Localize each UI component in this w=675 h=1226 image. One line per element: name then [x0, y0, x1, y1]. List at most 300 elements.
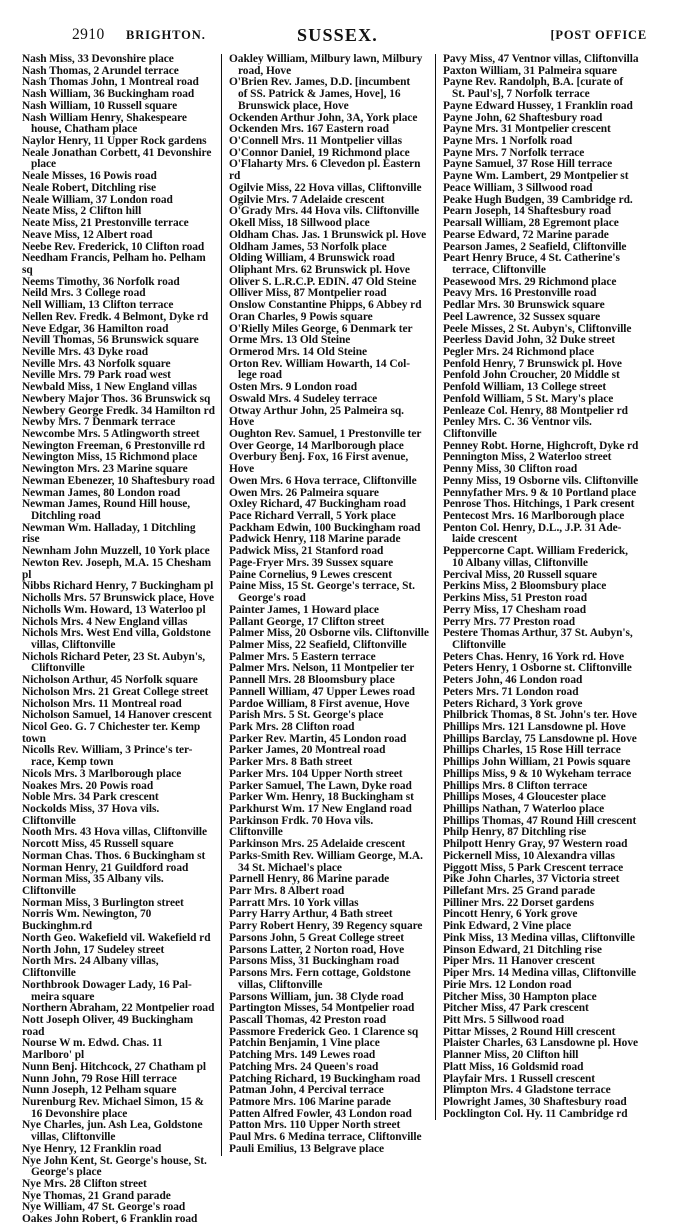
entry-line: Nichols Mrs. 4 New England villas — [22, 615, 188, 628]
entry-continuation: race, Kemp town — [31, 756, 114, 769]
entry-line: Pitt Mrs. 5 Sillwood road — [443, 1013, 564, 1026]
directory-entry — [229, 640, 429, 652]
entry-line: Planner Miss, 20 Clifton hill — [443, 1049, 579, 1062]
entry-line: Nunn John, 79 Rose Hill terrace — [22, 1072, 177, 1085]
entry-line: Nicholson Arthur, 45 Norfolk square — [22, 674, 198, 687]
entry-line: Newnham John Muzzell, 10 York place — [22, 545, 210, 558]
directory-entry — [443, 1062, 643, 1074]
entry-line: Nourse W m. Edwd. Chas. 11 Marlboro' pl — [22, 1037, 163, 1062]
entry-line: Patten Alfred Fowler, 43 London road — [229, 1107, 412, 1120]
entry-line: Payne Mrs. 1 Norfolk road — [443, 135, 573, 148]
entry-line: Pike John Charles, 37 Victoria street — [443, 873, 620, 886]
entry-line: Over George, 14 Marlborough place — [229, 439, 404, 452]
entry-line: Phillips Mrs. 121 Lansdowne pl. Hove — [443, 720, 626, 733]
column-middle — [221, 54, 429, 1156]
entry-line: Naylor Henry, 11 Upper Rock gardens — [22, 135, 207, 148]
directory-entry — [229, 722, 429, 734]
entry-line: Parker Mrs. 104 Upper North street — [229, 767, 403, 780]
entry-line: Pedlar Mrs. 30 Brunswick square — [443, 299, 605, 312]
entry-line: Nurenburg Rev. Michael Simon, 15 & — [22, 1095, 204, 1108]
entry-line: Perkins Miss, 51 Preston road — [443, 592, 587, 605]
entry-line: Payne Wm. Lambert, 29 Montpelier st — [443, 170, 629, 183]
entry-line: Norcott Miss, 45 Russell square — [22, 838, 174, 851]
directory-entry — [443, 77, 643, 100]
entry-line: Parnell Henry, 86 Marine parade — [229, 873, 390, 886]
entry-line: Patchin Benjamin, 1 Vine place — [229, 1037, 380, 1050]
directory-entry — [229, 605, 429, 617]
directory-entry — [229, 886, 429, 898]
entry-line: Pallant George, 17 Clifton street — [229, 615, 385, 628]
entry-line: Paul Mrs. 6 Medina terrace, Cliftonville — [229, 1131, 422, 1144]
entry-line: Newbery Major Thos. 36 Brunswick sq — [22, 392, 211, 405]
entry-line: Plimpton Mrs. 4 Gladstone terrace — [443, 1084, 611, 1097]
entry-line: Patching Mrs. 24 Queen's road — [229, 1060, 379, 1073]
entry-line: Patching Richard, 19 Buckingham road — [229, 1072, 421, 1085]
directory-entry — [22, 113, 215, 136]
entry-line: Owen Mrs. 26 Palmeira square — [229, 486, 379, 499]
directory-entry — [22, 1179, 215, 1191]
entry-line: Pennington Miss, 2 Waterloo street — [443, 451, 612, 464]
entry-line: Pitcher Miss, 47 Park crescent — [443, 1002, 589, 1015]
entry-line: Phillips Miss, 9 & 10 Wykeham terrace — [443, 767, 632, 780]
column-right — [435, 54, 643, 1120]
entry-line: Oughton Rev. Samuel, 1 Prestonville ter — [229, 428, 422, 440]
entry-line: Plaister Charles, 63 Lansdowne pl. Hove — [443, 1037, 638, 1050]
entry-line: Palmer Mrs. Nelson, 11 Montpelier ter — [229, 662, 415, 675]
entry-line: Oakes John Robert, 6 Franklin road — [22, 1213, 198, 1226]
entry-continuation: laide crescent — [452, 533, 518, 546]
entry-line: Onslow Constantine Phipps, 6 Abbey rd — [229, 299, 422, 312]
entry-line: Pearn Joseph, 14 Shaftesbury road — [443, 205, 612, 218]
entry-line: Pannell William, 47 Upper Lewes road — [229, 685, 415, 698]
entry-line: Neville Mrs. 43 Dyke road — [22, 345, 149, 358]
entry-line: Phillips Nathan, 7 Waterloo place — [443, 803, 605, 815]
entry-line: Payne Edward Hussey, 1 Franklin road — [443, 99, 633, 112]
directory-entry — [443, 1074, 643, 1086]
running-head-county: SUSSEX. — [297, 25, 378, 45]
entry-line: Penley Mrs. C. 36 Ventnor vils. Cliftonville — [443, 416, 592, 440]
directory-entry — [229, 359, 429, 382]
entry-line: O'Grady Mrs. 44 Hova vils. Cliftonville — [229, 205, 420, 218]
entry-line: Nunn Joseph, 12 Pelham square — [22, 1084, 177, 1097]
entry-line: Payne Mrs. 7 Norfolk terrace — [443, 146, 585, 159]
entry-line: Penfold William, 13 College street — [443, 381, 607, 394]
entry-line: Nash Miss, 33 Devonshire place — [22, 53, 174, 65]
directory-entry — [229, 1062, 429, 1074]
entry-continuation: villas, Cliftonville — [238, 978, 323, 991]
entry-continuation: George's place — [31, 1166, 102, 1179]
entry-line: Newman James, Round Hill house, — [22, 498, 191, 511]
directory-entry — [443, 1109, 643, 1121]
directory-entry — [443, 980, 643, 992]
directory-entry — [443, 722, 643, 734]
entry-line: O'Connell Mrs. 11 Montpelier villas — [229, 135, 403, 148]
directory-entry — [443, 605, 643, 617]
entry-line: Payne Rev. Randolph, B.A. [curate of — [443, 76, 624, 89]
directory-entry — [443, 183, 643, 195]
entry-line: Northern Abraham, 22 Montpelier road — [22, 1002, 215, 1015]
entry-line: Penfold William, 5 St. Mary's place — [443, 392, 614, 405]
directory-entry — [22, 136, 215, 148]
directory-entry — [22, 980, 215, 1003]
directory-entry — [443, 851, 643, 863]
entry-line: Ormerod Mrs. 14 Old Steine — [229, 345, 368, 358]
directory-entry — [229, 183, 429, 195]
entry-line: Osten Mrs. 9 London road — [229, 381, 358, 394]
entry-line: Pascall Thomas, 42 Preston road — [229, 1013, 386, 1026]
entry-line: Norman Miss, 3 Burlington street — [22, 896, 184, 909]
directory-entry — [229, 476, 429, 488]
entry-line: Nash Thomas, 2 Arundel terrace — [22, 64, 179, 77]
directory-entry — [443, 253, 643, 276]
entry-line: Paine Cornelius, 9 Lewes crescent — [229, 568, 392, 581]
entry-line: Pearse Edward, 72 Marine parade — [443, 228, 609, 241]
entry-line: Philp Henry, 87 Ditchling rise — [443, 826, 587, 839]
entry-line: Neate Miss, 2 Clifton hill — [22, 205, 142, 218]
entry-line: Nunn Benj. Hitchcock, 27 Chatham pl — [22, 1060, 207, 1073]
entry-line: Pink Edward, 2 Vine place — [443, 920, 572, 933]
entry-line: Oldham James, 53 Norfolk place — [229, 240, 387, 253]
entry-line: Pegler Mrs. 24 Richmond place — [443, 345, 595, 358]
running-head — [22, 26, 653, 48]
directory-entry — [229, 77, 429, 112]
entry-line: Phillips Charles, 15 Rose Hill terrace — [443, 744, 621, 757]
directory-entry — [229, 1109, 429, 1121]
entry-line: Peele Misses, 2 St. Aubyn's, Cliftonville — [443, 322, 632, 335]
entry-continuation: meira square — [31, 990, 95, 1003]
entry-line: Norman Miss, 35 Albany vils. Cliftonville — [22, 873, 164, 898]
entry-line: Peasewood Mrs. 29 Richmond place — [443, 275, 617, 288]
entry-line: Phillips John William, 21 Powis square — [443, 756, 631, 769]
entry-line: Peppercorne Capt. William Frederick, — [443, 545, 628, 558]
entry-line: Oldham Chas. Jas. 1 Brunswick pl. Hove — [229, 228, 427, 241]
entry-line: Penfold Henry, 7 Brunswick pl. Hove — [443, 357, 622, 370]
entry-line: Nye John Kent, St. George's house, St. — [22, 1154, 207, 1167]
entry-continuation: of SS. Patrick & James, Hove], 16 — [238, 88, 401, 101]
entry-line: Oliver S. L.R.C.P. EDIN. 47 Old Steine — [229, 275, 417, 288]
entry-line: Nye Thomas, 21 Grand parade — [22, 1189, 171, 1202]
entry-line: Pannell Mrs. 28 Bloomsbury place — [229, 674, 395, 687]
directory-entry — [229, 1097, 429, 1109]
entry-line: Payne Mrs. 31 Montpelier crescent — [443, 123, 611, 136]
entry-line: Penny Miss, 19 Osborne vils. Cliftonville — [443, 474, 639, 487]
entry-line: Peavy Mrs. 16 Prestonville road — [443, 287, 597, 300]
entry-line: Newington Miss, 15 Richmond place — [22, 451, 198, 464]
entry-line: Peters Chas. Henry, 16 York rd. Hove — [443, 650, 624, 663]
entry-line: Piper Mrs. 14 Medina villas, Cliftonville — [443, 967, 636, 980]
directory-entry — [229, 1120, 429, 1132]
entry-line: Nichols Mrs. West End villa, Goldstone — [22, 627, 211, 640]
entry-line: O'Flaharty Mrs. 6 Clevedon pl. Eastern rd — [229, 158, 421, 183]
entry-line: Palmer Miss, 22 Seafield, Cliftonville — [229, 638, 407, 651]
directory-entry — [229, 159, 429, 182]
directory-entry — [22, 429, 215, 441]
entry-continuation: Brunswick place, Hove — [238, 99, 349, 112]
entry-line: Nye Mrs. 28 Clifton street — [22, 1178, 147, 1190]
entry-line: Nicholson Samuel, 14 Hanover crescent — [22, 709, 212, 722]
directory-entry — [229, 558, 429, 570]
entry-line: Nockolds Miss, 37 Hova vils. Cliftonville — [22, 803, 160, 827]
entry-line: Park Mrs. 28 Clifton road — [229, 720, 355, 733]
entry-line: Palmer Miss, 20 Osborne vils. Cliftonville — [229, 627, 429, 640]
entry-line: Overbury Benj. Fox, 16 First avenue, Hove — [229, 451, 409, 476]
entry-line: Plowright James, 30 Shaftesbury road — [443, 1095, 627, 1108]
entry-line: Newington Mrs. 23 Marine square — [22, 463, 188, 476]
entry-line: Olding William, 4 Brunswick road — [229, 252, 395, 265]
entry-line: Patton Mrs. 110 Upper North street — [229, 1119, 401, 1132]
entry-continuation: George's road — [238, 592, 306, 605]
entry-line: Owen Mrs. 6 Hova terrace, Cliftonville — [229, 474, 417, 487]
entry-line: Paxton William, 31 Palmeira square — [443, 64, 617, 77]
entry-line: Oakley William, Milbury lawn, Milbury — [229, 53, 423, 65]
directory-entry — [443, 804, 643, 816]
directory-entry — [443, 1097, 643, 1109]
entry-line: Patman John, 4 Percival terrace — [229, 1084, 384, 1097]
directory-entry — [229, 406, 429, 429]
entry-line: Nicol Geo. G. 7 Chichester ter. Kemp town — [22, 720, 201, 745]
directory-entry — [443, 1015, 643, 1027]
directory-entry — [229, 816, 429, 839]
entry-line: Neve Edgar, 36 Hamilton road — [22, 322, 169, 335]
entry-line: Newby Mrs. 7 Denmark terrace — [22, 416, 176, 429]
directory-entry — [22, 909, 215, 932]
entry-line: Nell William, 13 Clifton terrace — [22, 299, 174, 312]
entry-line: Oswald Mrs. 4 Sudeley terrace — [229, 392, 378, 405]
entry-line: North John, 17 Sudeley street — [22, 943, 165, 956]
directory-entry — [22, 1120, 215, 1143]
entry-line: Nash William Henry, Shakespeare — [22, 111, 187, 124]
directory-entry — [229, 452, 429, 475]
entry-line: Peerless David John, 32 Duke street — [443, 334, 616, 347]
entry-line: Pentecost Mrs. 16 Marlborough place — [443, 510, 625, 523]
entry-line: Nicols Mrs. 3 Marlborough place — [22, 767, 182, 780]
entry-line: Penny Miss, 30 Clifton road — [443, 463, 578, 476]
directory-entry — [22, 722, 215, 745]
entry-line: Norman Henry, 21 Guildford road — [22, 861, 189, 874]
directory-entry — [22, 476, 215, 488]
entry-line: Penton Col. Henry, D.L., J.P. 31 Ade- — [443, 521, 622, 534]
entry-line: Payne John, 62 Shaftesbury road — [443, 111, 603, 124]
entry-line: Pestere Thomas Arthur, 37 St. Aubyn's, — [443, 627, 633, 640]
entry-line: Parsons John, 5 Great College street — [229, 931, 404, 944]
directory-entry — [22, 148, 215, 171]
entry-line: Newcombe Mrs. 5 Atlingworth street — [22, 428, 200, 440]
entry-line: Nicholson Mrs. 21 Great College street — [22, 685, 209, 698]
running-head-place: BRIGHTON. — [126, 28, 206, 42]
entry-continuation: villas, Cliftonville — [31, 638, 116, 651]
entry-line: Pickernell Miss, 10 Alexandra villas — [443, 849, 615, 862]
entry-line: Nicholson Mrs. 11 Montreal road — [22, 697, 182, 710]
directory-entry — [229, 851, 429, 874]
entry-line: Percival Miss, 20 Russell square — [443, 568, 597, 581]
entry-line: Phillips Barclay, 75 Lansdowne pl. Hove — [443, 732, 637, 745]
entry-line: Patching Mrs. 149 Lewes road — [229, 1049, 376, 1062]
entry-continuation: place — [31, 158, 57, 171]
entry-line: Pitcher Miss, 30 Hampton place — [443, 990, 597, 1003]
entry-line: Neems Timothy, 36 Norfolk road — [22, 275, 180, 288]
directory-entry — [22, 605, 215, 617]
directory-entry — [443, 1085, 643, 1097]
directory-entry — [229, 1027, 429, 1039]
directory-entry — [22, 1015, 215, 1038]
entry-line: Nibbs Richard Henry, 7 Buckingham pl — [22, 580, 214, 593]
entry-line: Piper Mrs. 11 Hanover crescent — [443, 955, 595, 968]
entry-line: Perry Mrs. 77 Preston road — [443, 615, 576, 628]
directory-entry — [22, 499, 215, 522]
entry-line: Noble Mrs. 34 Park crescent — [22, 791, 159, 804]
directory-entry — [22, 745, 215, 768]
entry-line: Needham Francis, Pelham ho. Pelham sq — [22, 252, 206, 276]
entry-line: Pauli Emilius, 13 Belgrave place — [229, 1142, 385, 1155]
directory-entry — [22, 230, 215, 242]
running-head-section: [POST OFFICE — [550, 28, 647, 42]
entry-line: Oxley Richard, 47 Buckingham road — [229, 498, 406, 511]
entry-line: Pearson James, 2 Seafield, Cliftonville — [443, 240, 627, 253]
entry-line: Palmer Mrs. 5 Eastern terrace — [229, 650, 376, 663]
directory-entry — [22, 628, 215, 651]
directory-entry — [229, 230, 429, 242]
entry-line: Pilliner Mrs. 22 Dorset gardens — [443, 896, 595, 909]
entry-line: Orme Mrs. 13 Old Steine — [229, 334, 351, 347]
entry-line: Oliphant Mrs. 62 Brunswick pl. Hove — [229, 263, 410, 276]
entry-line: Nye Charles, jun. Ash Lea, Goldstone — [22, 1119, 203, 1132]
entry-line: Nellen Rev. Fredk. 4 Belmont, Dyke rd — [22, 310, 209, 323]
entry-line: Penney Robt. Horne, Highcroft, Dyke rd — [443, 439, 639, 452]
entry-line: Padwick Miss, 21 Stanford road — [229, 545, 384, 558]
directory-entry — [443, 312, 643, 324]
entry-continuation: 10 Albany villas, Cliftonville — [452, 556, 588, 569]
directory-entry — [229, 1074, 429, 1086]
entry-line: Peters Henry, 1 Osborne st. Cliftonville — [443, 662, 632, 675]
entry-line: Page-Fryer Mrs. 39 Sussex square — [229, 556, 394, 569]
entry-line: Pavy Miss, 47 Ventnor villas, Cliftonvilla — [443, 53, 639, 65]
entry-line: Parsons Miss, 31 Buckingham road — [229, 955, 400, 968]
entry-line: Nevill Thomas, 56 Brunswick square — [22, 334, 199, 347]
entry-line: Pincott Henry, 6 York grove — [443, 908, 578, 921]
entry-line: Nash William, 36 Buckingham road — [22, 88, 195, 101]
entry-line: Ockenden Arthur John, 3A, York place — [229, 111, 418, 124]
entry-line: Nye William, 47 St. George's road — [22, 1201, 186, 1214]
directory-entry — [443, 230, 643, 242]
directory-entry — [443, 546, 643, 569]
directory-entry — [229, 265, 429, 277]
directory-entry — [443, 1038, 643, 1050]
directory-entry — [22, 183, 215, 195]
entry-line: Neave Miss, 12 Albert road — [22, 228, 153, 241]
directory-entry — [22, 956, 215, 979]
entry-line: Newman Ebenezer, 10 Shaftesbury road — [22, 474, 215, 487]
entry-line: Parry Robert Henry, 39 Regency square — [229, 920, 423, 933]
entry-line: Parry Harry Arthur, 4 Bath street — [229, 908, 393, 921]
entry-line: Nicholls Wm. Howard, 13 Waterloo pl — [22, 603, 206, 616]
directory-entry — [22, 253, 215, 276]
entry-line: Parsons Latter, 2 Norton road, Hove — [229, 943, 405, 956]
directory-entry — [22, 54, 215, 66]
entry-line: Parker Wm. Henry, 18 Buckingham st — [229, 791, 414, 804]
entry-line: Parsons Mrs. Fern cottage, Goldstone — [229, 967, 411, 980]
entry-line: Nicolls Rev. William, 3 Prince's ter- — [22, 744, 193, 757]
directory-entry — [229, 347, 429, 359]
entry-line: Peters Richard, 3 York grove — [443, 697, 583, 710]
directory-entry — [22, 851, 215, 863]
directory-entry — [22, 523, 215, 546]
directory-entry — [229, 769, 429, 781]
entry-line: Norman Chas. Thos. 6 Buckingham st — [22, 849, 206, 862]
entry-line: Neale Jonathan Corbett, 41 Devonshire — [22, 146, 212, 159]
directory-entry — [229, 429, 429, 441]
entry-line: Newman Wm. Halladay, 1 Ditchling rise — [22, 521, 196, 546]
directory-entry — [443, 511, 643, 523]
entry-line: Penleaze Col. Henry, 88 Montpelier rd — [443, 404, 628, 417]
entry-line: Nott Joseph Oliver, 49 Buckingham road — [22, 1013, 194, 1038]
entry-line: Pillefant Mrs. 25 Grand parade — [443, 885, 595, 898]
entry-line: Payne Samuel, 37 Rose Hill terrace — [443, 158, 613, 171]
entry-line: Norris Wm. Newington, 70 Buckinghm.rd — [22, 908, 152, 933]
directory-entry — [443, 769, 643, 781]
directory-entry — [443, 933, 643, 945]
directory-entry — [22, 1074, 215, 1086]
directory-entry — [22, 1062, 215, 1074]
entry-line: Ogilvie Miss, 22 Hova villas, Cliftonville — [229, 181, 422, 194]
entry-line: Parr Mrs. 8 Albert road — [229, 885, 345, 898]
entry-line: Noakes Mrs. 20 Powis road — [22, 779, 154, 792]
entry-continuation: 34 St. Michael's place — [238, 861, 342, 874]
entry-line: Playfair Mrs. 1 Russell crescent — [443, 1072, 596, 1085]
directory-entry — [229, 1144, 429, 1156]
directory-entry — [443, 101, 643, 113]
entry-line: Pennyfather Mrs. 9 & 10 Portland place — [443, 486, 637, 499]
entry-continuation: Cliftonville — [31, 662, 85, 675]
directory-entry — [22, 1097, 215, 1120]
entry-line: Packham Edwin, 100 Buckingham road — [229, 521, 421, 534]
directory-entry — [443, 1050, 643, 1062]
entry-line: Penfold John Croucher, 20 Middle st — [443, 369, 620, 382]
directory-entry — [229, 312, 429, 324]
directory-entry — [229, 1085, 429, 1097]
entry-line: Passmore Frederick Geo. 1 Clarence sq — [229, 1025, 419, 1038]
directory-entry — [22, 558, 215, 581]
entry-line: Philbrick Thomas, 8 St. John's ter. Hove — [443, 709, 637, 722]
directory-entry — [229, 1050, 429, 1062]
entry-line: Northbrook Dowager Lady, 16 Pal- — [22, 978, 192, 991]
directory-entry — [229, 54, 429, 77]
entry-continuation: Cliftonville — [452, 638, 506, 651]
directory-entry — [229, 394, 429, 406]
directory-entry — [22, 687, 215, 699]
directory-entry — [22, 652, 215, 675]
entry-line: Platt Miss, 16 Goldsmid road — [443, 1060, 584, 1073]
entry-line: Ockenden Mrs. 167 Eastern road — [229, 123, 389, 136]
entry-line: Neale William, 37 London road — [22, 193, 173, 206]
entry-line: Perry Miss, 17 Chesham road — [443, 603, 587, 616]
entry-line: Nichols Richard Peter, 23 St. Aubyn's, — [22, 650, 206, 663]
page-number: 2910 — [72, 26, 105, 43]
entry-line: Peart Henry Bruce, 4 St. Catherine's — [443, 252, 620, 265]
directory-entry — [229, 581, 429, 604]
directory-entry — [229, 968, 429, 991]
entry-line: Olliver Miss, 87 Montpelier road — [229, 287, 387, 300]
entry-line: Philpott Henry Gray, 97 Western road — [443, 838, 628, 851]
directory-entry — [229, 511, 429, 523]
entry-line: Ogilvie Mrs. 7 Adelaide crescent — [229, 193, 385, 206]
directory-entry — [443, 687, 643, 699]
entry-line: Neebe Rev. Frederick, 10 Clifton road — [22, 240, 205, 253]
entry-line: Parker Mrs. 8 Bath street — [229, 756, 353, 769]
directory-entry — [229, 933, 429, 945]
directory-entry — [443, 54, 643, 66]
directory-entry — [22, 933, 215, 945]
entry-line: Pirie Mrs. 12 London road — [443, 978, 572, 991]
